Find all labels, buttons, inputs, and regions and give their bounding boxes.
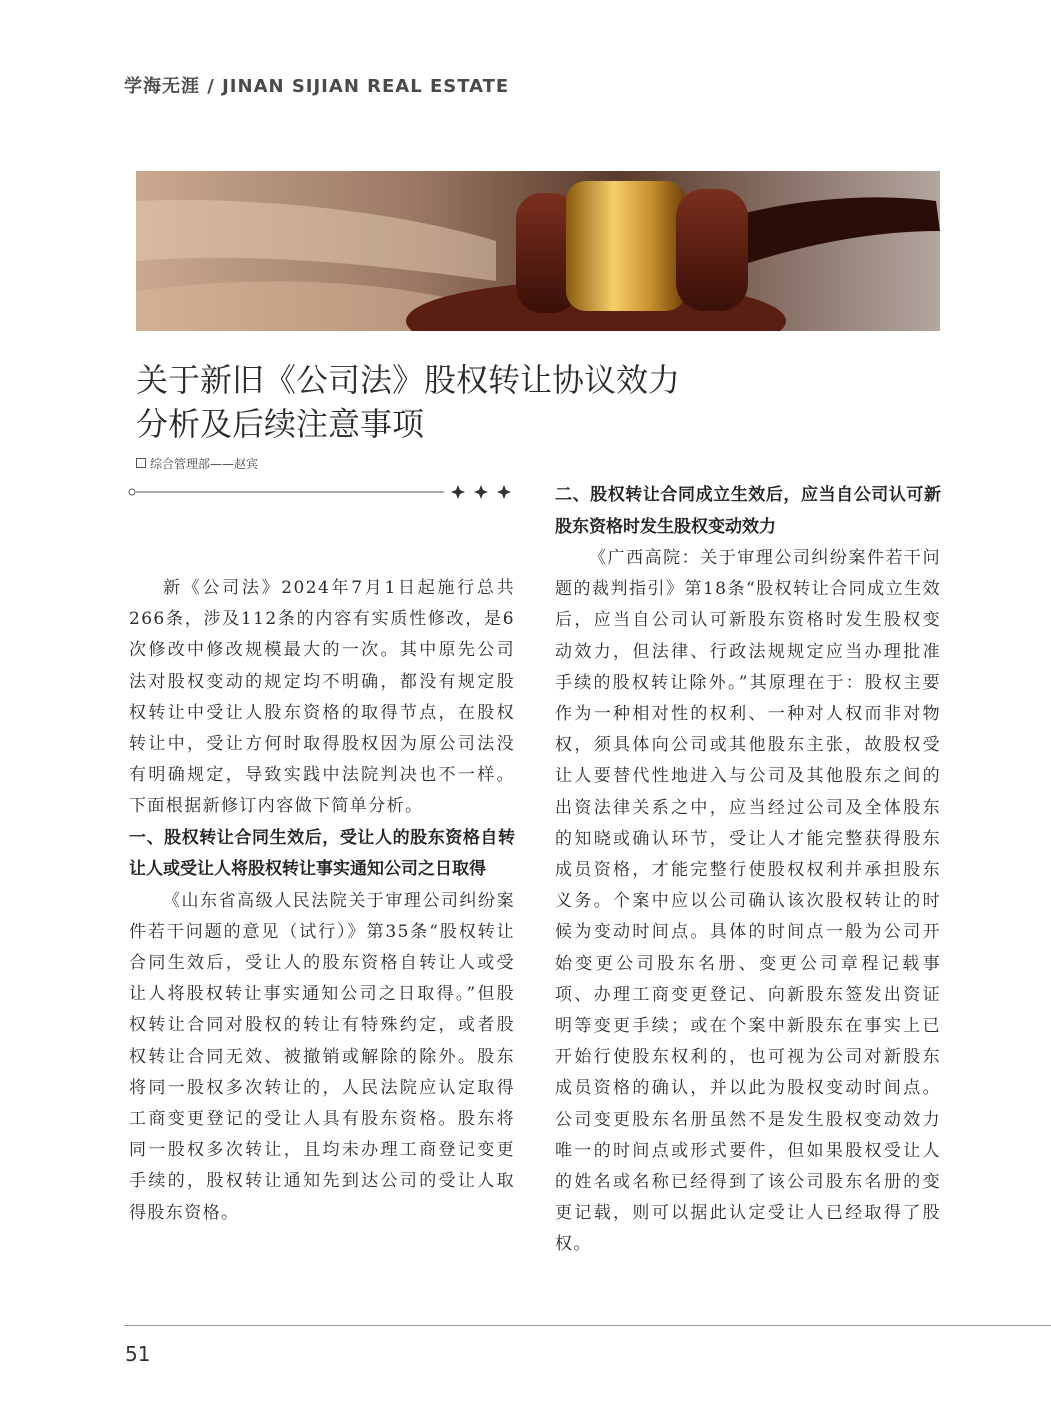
- intro-paragraph: 新《公司法》2024年7月1日起施行总共266条，涉及112条的内容有实质性修改，是6次修改中修改规模最大的一次。其中原先公司法对股权变动的规定均不明确，都没有规定股权转让中受让人股东资格的取得节点，在股权转让中，受让方何时取得股权因为原公司法没有明确规定，导致实践中法院判决也不一样。下面根据新修订内容做下简单分析。: [129, 578, 515, 817]
- footer-divider: [124, 1325, 1051, 1326]
- gavel-banner-image: [136, 171, 940, 331]
- article-title: [136, 358, 936, 446]
- page-number: 51: [125, 1342, 151, 1366]
- left-column: [129, 573, 515, 1229]
- byline: [136, 455, 258, 472]
- article-title-line-1: 关于新旧《公司法》股权转让协议效力: [136, 361, 681, 399]
- right-column: [555, 480, 941, 1261]
- square-bullet-icon: [136, 458, 146, 468]
- section-2-body: 《广西高院：关于审理公司纠纷案件若干问题的裁判指引》第18条“股权转让合同成立生效后，应当自公司认可新股东资格时发生股权变动效力，但法律、行政法规规定应当办理批准手续的股权转让除外。”其原理在于：股权主要作为一种相对性的权利、一种对人权而非对物权，须具体向公司或其他股东主张，故股权受让人要替代性地进入与公司及其他股东之间的出资法律关系之中，应当经过公司及全体股东的知晓或确认环节，受让人才能完整获得股东成员资格，才能完整行使股权权利并承担股东义务。个案中应以公司确认该次股权转让的时候为变动时间点。具体的时间点一般为公司开始变更公司股东名册、变更公司章程记载事项、办理工商变更登记、向新股东签发出资证明等变更手续；或在个案中新股东在事实上已开始行使股东权利的，也可视为公司对新股东成员资格的确认，并以此为股权变动时间点。公司变更股东名册虽然不是发生股权变动效力唯一的时间点或形式要件，但如果股权受让人的姓名或名称已经得到了该公司股东名册的变更记载，则可以据此认定受让人已经取得了股权。: [555, 548, 941, 1255]
- section-1-heading: 一、股权转让合同生效后，受让人的股东资格自转让人或受让人将股权转让事实通知公司之日取得: [129, 827, 515, 880]
- section-1-body: 《山东省高级人民法院关于审理公司纠纷案件若干问题的意见（试行）》第35条“股权转让合同生效后，受让人的股东资格自转让人或受让人将股权转让事实通知公司之日取得。”但股权转让合同对股权的转让有特殊约定，或者股权转让合同无效、被撤销或解除的除外。股东将同一股权多次转让的，人民法院应认定取得工商变更登记的受让人具有股东资格。股东将同一股权多次转让，且均未办理工商登记变更手续的，股权转让通知先到达公司的受让人取得股东资格。: [129, 890, 515, 1223]
- magazine-header: 学海无涯 / JINAN SIJIAN REAL ESTATE: [124, 76, 510, 97]
- sparkle-star-icons: [451, 485, 511, 499]
- section-2-heading: 二、股权转让合同成立生效后，应当自公司认可新股东资格时发生股权变动效力: [555, 485, 941, 537]
- article-title-line-2: 分析及后续注意事项: [136, 405, 425, 443]
- decorative-divider: [128, 483, 518, 501]
- byline-author: 综合管理部——赵宾: [150, 457, 259, 471]
